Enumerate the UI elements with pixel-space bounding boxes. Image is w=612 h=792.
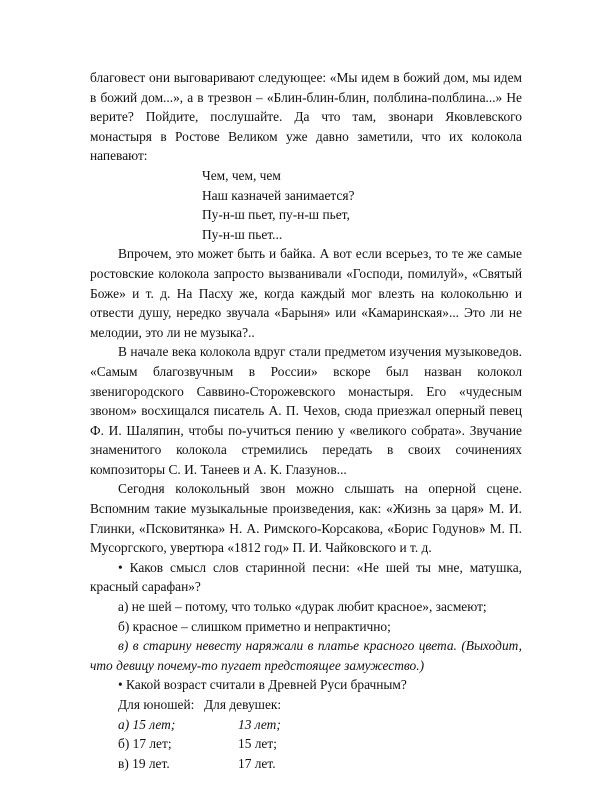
paragraph-3: В начале века колокола вдруг стали предметом изучения музыковедов. «Самым благозвучным в России» вскоре был назван колокол звенигородского Саввино-Сторожевского монастыря. Его «чудесным звоном» восхищался писатель А. П. Чехов, сюда приезжал оперный певец Ф. И. Шаляпин, чтобы по-учиться пению у «великого собрата». Звучание знаменитого колокола стремились передать в своих сочинениях композиторы С. И. Танеев и А. К. Глазунов... [90, 344, 522, 477]
answer-c: в) в старину невесту наряжали в платье красного цвета. (Выходит, что девицу почему-то пугает предстоящее замужество.) [90, 638, 522, 673]
text-body [90, 68, 522, 773]
age-table-header [90, 695, 522, 715]
age-women: 13 лет; [238, 716, 281, 732]
age-women: 17 лет. [238, 755, 276, 771]
question-2: • Какой возраст считали в Древней Руси брачным? [118, 677, 407, 693]
age-row [90, 715, 522, 735]
poem [202, 166, 522, 244]
age-men: а) 15 лет; [118, 716, 176, 732]
question-1: • Каков смысл слов старинной песни: «Не шей ты мне, матушка, красный сарафан»? [90, 559, 522, 595]
age-women: 15 лет; [238, 736, 277, 752]
poem-line: Пу-н-ш пьет... [202, 226, 283, 242]
header-young-men: Для юношей: [118, 697, 195, 712]
age-row [90, 754, 522, 774]
age-row [90, 734, 522, 754]
paragraph-1: благовест они выговаривают следующее: «Мы идем в божий дом, мы идем в божий дом...», а в трезвон – «Блин-блин-блин, полблина-полблина...» Не верите? Пойдите, послушайте. Да что там, звонари Яковлевского монастыря в Ростове Великом уже давно заметили, что их колокола напевают: [90, 70, 522, 164]
poem-line: Наш казначей занимается? [202, 187, 355, 203]
answer-a: а) не шей – потому, что только «дурак любит красное», засмеют; [118, 599, 487, 615]
age-men: б) 17 лет; [118, 736, 172, 752]
answer-b: б) красное – слишком приметно и непрактично; [118, 618, 391, 634]
paragraph-4: Сегодня колокольный звон можно слышать на оперной сцене. Вспомним такие музыкальные произведения, как: «Жизнь за царя» М. И. Глинки, «Псковитянка» Н. А. Римского-Корсакова, «Борис Годунов» М. П. Мусоргского, увертюра «1812 год» П. И. Чайковского и т. д. [90, 481, 522, 556]
paragraph-2: Впрочем, это может быть и байка. А вот если всерьез, то те же самые ростовские колокола запросто вызванивали «Господи, помилуй», «Святый Боже» и т. д. На Пасху же, когда каждый мог влезть на колокольню и отвести душу, нередко звучала «Барыня» или «Камаринская»... Это ли не мелодии, это ли не музыка?.. [90, 246, 522, 340]
age-men: в) 19 лет. [118, 755, 170, 771]
age-table [90, 695, 522, 773]
header-girls: Для девушек: [204, 697, 282, 712]
poem-line: Чем, чем, чем [202, 167, 281, 183]
poem-line: Пу-н-ш пьет, пу-н-ш пьет, [202, 207, 350, 223]
